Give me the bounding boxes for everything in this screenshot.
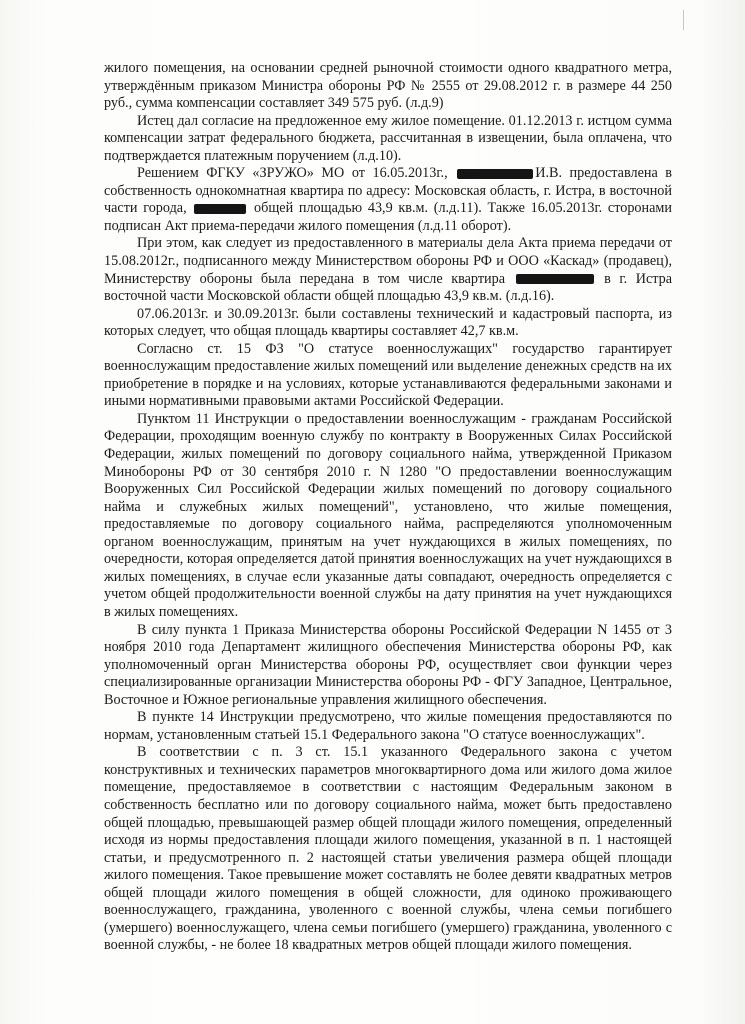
paragraph-article-15-1: В соответствии с п. 3 ст. 15.1 указанного Федерального закона с учетом конструктивных и технических параметров многоквартирного дома или жилого дома жилое помещение, предоставляемое в соответствии с настоящим Федеральным законом в собственность бесплатно или по договору социального найма, может быть предоставлено общей площадью, превышающей размер общей площади жилого помещения, определенный исходя из нормы предоставления площади жилого помещения, указанной в п. 1 настоящей статьи, и предусмотренного п. 2 настоящей статьи увеличения размера общей площади жилого помещения. Такое превышение может составлять не более девяти квадратных метров общей площади жилого помещения в общей сложности, для одиноко проживающего военнослужащего, гражданина, уволенного с военной службы, члена семьи погибшего (умершего) военнослужащего, члена семьи погибшего (умершего) гражданина, уволенного с военной службы, - не более 18 квадратных метров общей площади жилого помещения. (104, 744, 672, 954)
redaction-mark (516, 274, 594, 284)
transfer-text-1: При этом, как следует из предоставленного в материалы дела Акта приема передачи от 15.08.2012г., подписанного между Министерством обороны РФ и ООО «Каскад» (продавец), Министерству обороны была передана в том числе квартира (104, 235, 672, 287)
scan-edge-mark (683, 10, 684, 30)
paragraph-order-1455: В силу пункта 1 Приказа Министерства обороны Российской Федерации N 1455 от 3 ноября 2010 года Департамент жилищного обеспечения Министерства обороны РФ, как уполномоченный орган Министерства обороны РФ, осуществляет свои функции через специализированные организации Министерства обороны РФ - ФГУ Западное, Центральное, Восточное и Южное региональные управления жилищного обеспечения. (104, 621, 672, 708)
decision-text-1: Решением ФГКУ «ЗРУЖО» МО от 16.05.2013г., (137, 165, 448, 182)
redaction-mark (457, 169, 533, 179)
paragraph-passports: 07.06.2013г. и 30.09.2013г. были составлены технический и кадастровый паспорта, из которых следует, что общая площадь квартиры составляет 42,7 кв.м. (104, 305, 672, 340)
paragraph-decision-zruzho (104, 165, 672, 235)
paragraph-instruction-11: Пунктом 11 Инструкции о предоставлении военнослужащим - гражданам Российской Федерации, проходящим военную службу по контракту в Вооруженных Силах Российской Федерации, жилых помещений по договору социального найма, утвержденной Приказом Минобороны РФ от 30 сентября 2010 г. N 1280 "О предоставлении военнослужащим Вооруженных Сил Российской Федерации жилых помещений по договору социального найма и служебных жилых помещений", установлено, что жилые помещения, предоставляемые по договору социального найма, распределяются уполномоченным органом военнослужащим, принятым на учет нуждающихся в жилых помещениях, по очередности, которая определяется датой принятия военнослужащих на учет нуждающихся в жилых помещениях, в случае если указанные даты совпадают, очередность определяется с учетом общей продолжительности военной службы на дату принятия на учет нуждающихся в жилых помещениях. (104, 410, 672, 620)
paragraph-transfer-act (104, 235, 672, 305)
paragraph-compensation-calc: жилого помещения, на основании средней рыночной стоимости одного квадратного метра, утверждённым приказом Министра обороны РФ № 2555 от 29.08.2012 г. в размере 44 250 руб., сумма компенсации составляет 349 575 руб. (л.д.9) (104, 60, 672, 112)
paragraph-consent-payment: Истец дал согласие на предложенное ему жилое помещение. 01.12.2013 г. истцом сумма компенсации затрат федерального бюджета, рассчитанная в извещении, была оплачена, что подтверждается платежным поручением (л.д.10). (104, 112, 672, 164)
decision-text-2: И.В. предоставлена в собственность однокомнатная квартира по адресу: Московская область, г. Истра, в восточной части города, (104, 165, 673, 217)
paragraph-article-15: Согласно ст. 15 ФЗ "О статусе военнослужащих" государство гарантирует военнослужащим предоставление жилых помещений или выделение денежных средств на их приобретение в порядке и на условиях, которые устанавливаются федеральными законами и иными нормативными правовыми актами Российской Федерации. (104, 340, 672, 410)
transfer-text-2: в г. Истра восточной части Московской области общей площадью 43,9 кв.м. (л.д.16). (104, 270, 673, 305)
decision-text-3: общей площадью 43,9 кв.м. (л.д.11). Также 16.05.2013г. сторонами подписан Акт приема-передачи жилого помещения (л.д.11 оборот). (104, 200, 672, 234)
redaction-mark (194, 204, 246, 214)
paragraph-instruction-14: В пункте 14 Инструкции предусмотрено, что жилые помещения предоставляются по нормам, установленным статьей 15.1 Федерального закона "О статусе военнослужащих". (104, 709, 672, 743)
document-body (104, 60, 672, 955)
